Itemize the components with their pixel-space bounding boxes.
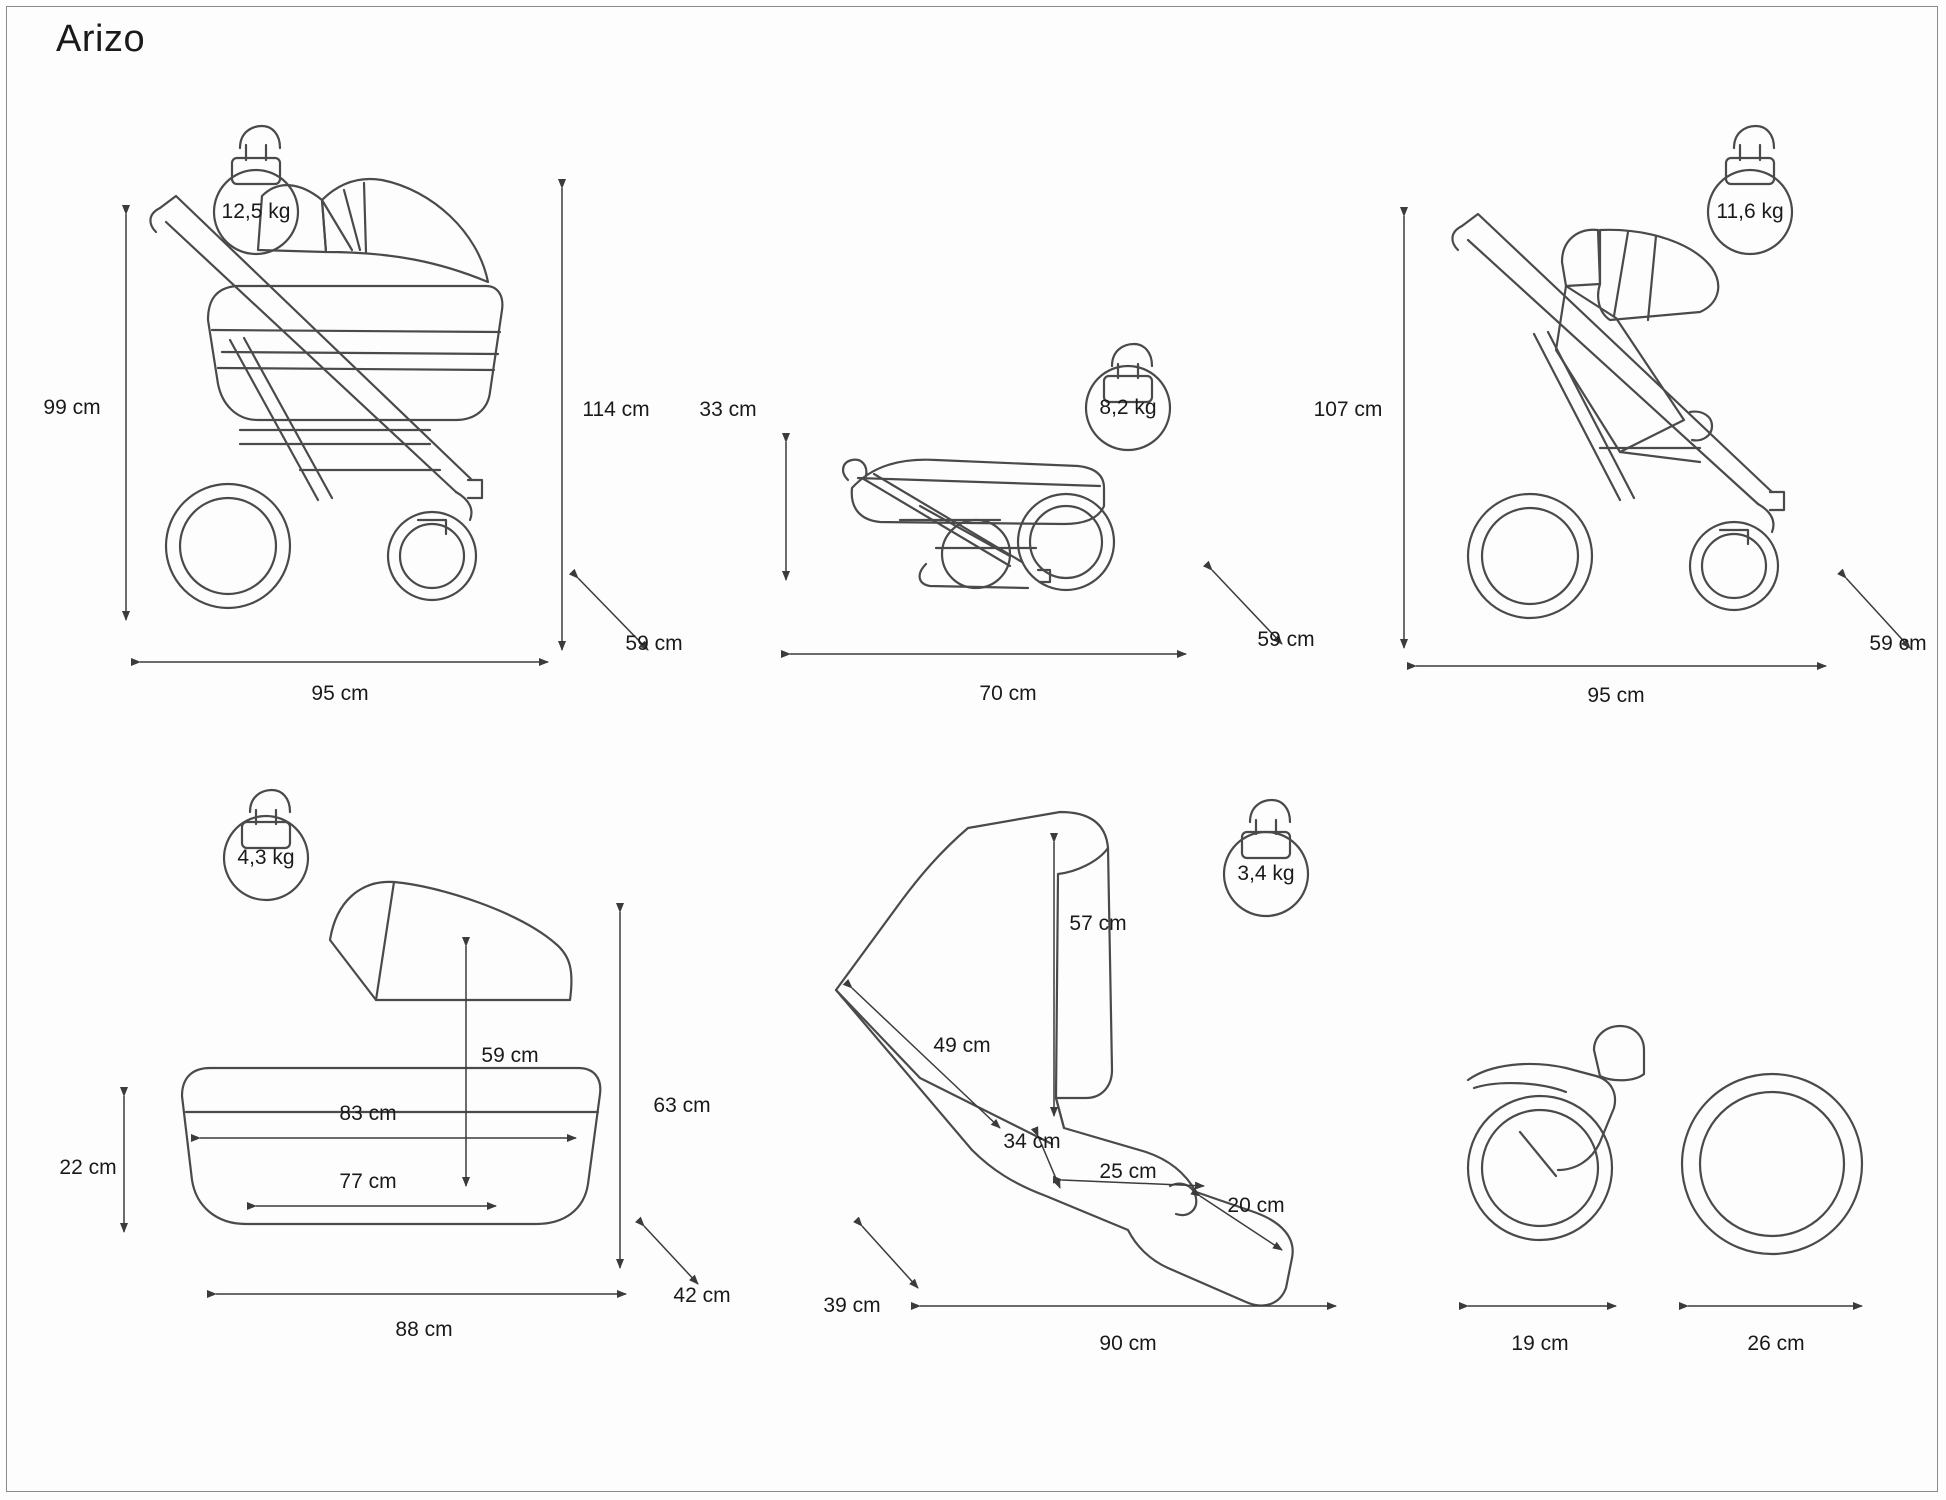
weight-tag-stroller <box>1708 126 1792 254</box>
dim-label-pram-total-height: 114 cm <box>582 398 650 421</box>
dim-label-seat-back-height: 57 cm <box>1069 912 1127 935</box>
dim-label-seat-overall-length: 90 cm <box>1099 1332 1157 1355</box>
dim-label-carrycot-inner-length: 77 cm <box>339 1170 397 1193</box>
weight-label-stroller: 11,6 kg <box>1716 200 1784 223</box>
dim-label-folded-length: 70 cm <box>979 682 1037 705</box>
weight-tag-carrycot <box>224 790 308 900</box>
dim-label-carrycot-width: 42 cm <box>673 1284 731 1307</box>
dim-label-carrycot-depth: 22 cm <box>59 1156 117 1179</box>
dim-label-pram-handle-height: 99 cm <box>43 396 101 419</box>
dim-label-seat-footrest: 20 cm <box>1227 1194 1285 1217</box>
illustration-pram <box>150 179 502 608</box>
weight-label-seat: 3,4 kg <box>1237 862 1295 885</box>
dim-carrycot-42 <box>644 1226 698 1284</box>
dim-label-seat-depth: 25 cm <box>1099 1160 1157 1183</box>
illustration-front-wheel <box>1468 1026 1644 1240</box>
weight-label-pram: 12,5 kg <box>221 200 291 223</box>
dim-label-stroller-height: 107 cm <box>1313 398 1383 421</box>
dim-label-stroller-width: 59 cm <box>1869 632 1927 655</box>
illustration-folded <box>843 460 1114 590</box>
illustration-seat-unit <box>836 812 1293 1306</box>
dim-label-folded-height: 33 cm <box>699 398 757 421</box>
illustration-stroller <box>1452 214 1784 618</box>
dim-label-seat-hood-depth: 49 cm <box>933 1034 991 1057</box>
weight-label-carrycot: 4,3 kg <box>237 846 295 869</box>
weight-tag-pram <box>214 126 298 254</box>
page-title: Arizo <box>56 18 146 60</box>
dim-seat-39 <box>862 1226 918 1288</box>
dim-label-front-wheel: 19 cm <box>1511 1332 1569 1355</box>
dim-label-carrycot-outer-length: 83 cm <box>339 1102 397 1125</box>
weight-label-folded: 8,2 kg <box>1099 396 1157 419</box>
dim-label-carrycot-length: 88 cm <box>395 1318 453 1341</box>
weight-tag-seat <box>1224 800 1308 916</box>
dim-label-pram-width: 59 cm <box>625 632 683 655</box>
dim-label-pram-length: 95 cm <box>311 682 369 705</box>
dim-label-seat-width: 34 cm <box>1003 1130 1061 1153</box>
dim-label-stroller-length: 95 cm <box>1587 684 1645 707</box>
dim-label-carrycot-hood-height: 59 cm <box>481 1044 539 1067</box>
dim-label-folded-width: 59 cm <box>1257 628 1315 651</box>
dim-label-carrycot-total-height: 63 cm <box>653 1094 711 1117</box>
illustration-rear-wheel <box>1682 1074 1862 1254</box>
dim-label-rear-wheel: 26 cm <box>1747 1332 1805 1355</box>
dim-seat-49 <box>852 988 1000 1128</box>
dim-label-seat-overall-width: 39 cm <box>823 1294 881 1317</box>
